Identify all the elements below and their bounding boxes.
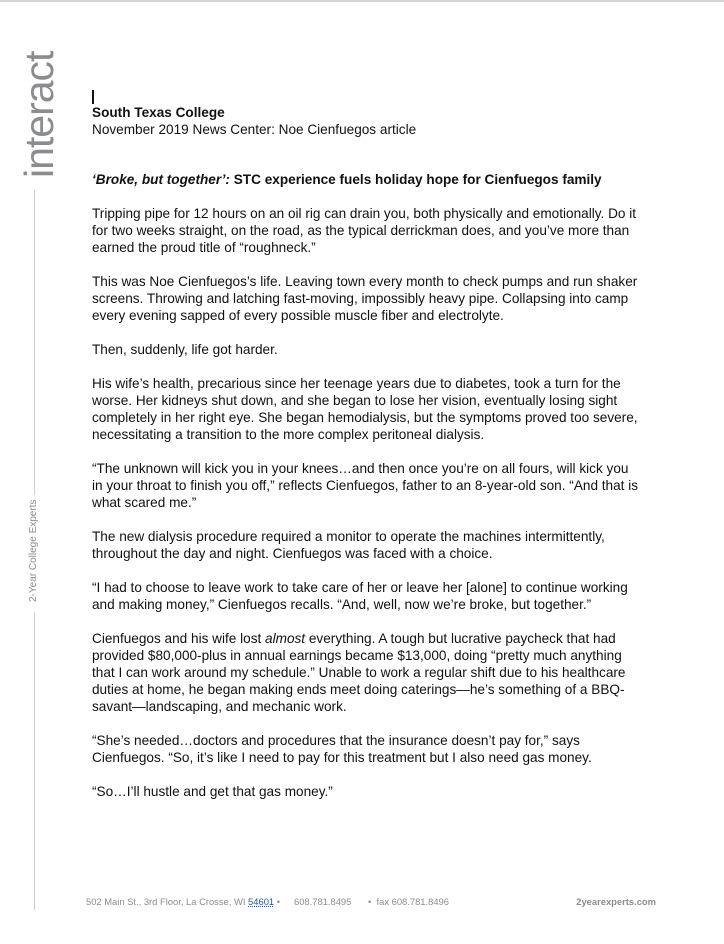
document-body[interactable]: [92, 104, 640, 800]
paragraph-10: “So…I’ll hustle and get that gas money.”: [92, 784, 333, 799]
footer-bullet: •: [368, 896, 372, 907]
paragraph-2: This was Noe Cienfuegos’s life. Leaving town every month to check pumps and run shaker screens. Throwing and latching fast-moving, impossibly heavy pipe. Collapsing into camp every evening sapped of every possible muscle fiber and electrolyte.: [92, 274, 638, 323]
footer-address: [86, 896, 280, 907]
paragraph-9: “She’s needed…doctors and procedures that the insurance doesn’t pay for,” says Cienfuegos. “So, it’s like I need to pay for this treatment but I also need gas money.: [92, 733, 592, 765]
org-name: South Texas College: [92, 105, 225, 120]
headline-italic: ‘Broke, but together’:: [92, 172, 230, 187]
footer-phone: 608.781.8495: [294, 896, 352, 907]
footer-zip[interactable]: 54601: [248, 896, 275, 907]
paragraph-7: “I had to choose to leave work to take care of her or leave her [alone] to continue working and making money,” Cienfuegos recalls. “And, well, now we’re broke, but together.”: [92, 580, 628, 612]
tagline-container: [27, 500, 43, 604]
paragraph-3: Then, suddenly, life got harder.: [92, 342, 278, 357]
footer-street: 502 Main St., 3rd Floor, La Crosse, WI: [86, 896, 249, 907]
p8-before: Cienfuegos and his wife lost: [92, 631, 266, 646]
brand-logo: [16, 28, 62, 178]
footer-fax-wrap: [368, 896, 449, 907]
side-rule-top: [34, 190, 35, 495]
brand-wordmark: interact: [16, 51, 62, 178]
top-border: [0, 0, 724, 2]
paragraph-5: “The unknown will kick you in your knees…and then once you’re on all fours, will kick you in your throat to finish you off,” reflects Cienfuegos, father to an 8-year-old son. “And that is what scared me.”: [92, 461, 639, 510]
doc-subtitle: November 2019 News Center: Noe Cienfuegos article: [92, 122, 417, 137]
paragraph-6: The new dialysis procedure required a monitor to operate the machines intermittently, throughout the day and night. Cienfuegos was faced with a choice.: [92, 529, 605, 561]
paragraph-4: His wife’s health, precarious since her teenage years due to diabetes, took a turn for the worse. Her kidneys shut down, and she began to lose her vision, eventually losing sight completely in her right eye. She began hemodialysis, but the symptoms proved too severe, necessitating a transition to the more complex peritoneal dialysis.: [92, 376, 638, 442]
text-cursor[interactable]: [92, 90, 94, 104]
article-headline: [92, 171, 640, 188]
brand-tagline: 2-Year College Experts: [28, 499, 39, 602]
footer-fax: fax 608.781.8496: [376, 896, 449, 907]
paragraph-1: Tripping pipe for 12 hours on an oil rig can drain you, both physically and emotionally. Do it for two weeks straight, on the road, as the typical derrickman does, and you’ve more than earned the proud title of “roughneck.”: [92, 206, 637, 255]
p8-italic: almost: [265, 631, 306, 646]
footer-sep: •: [274, 896, 281, 907]
paragraph-8: [92, 630, 640, 715]
p8-after: everything. A tough but lucrative paycheck that had provided $80,000-plus in annual earnings became $13,000, doing “pretty much anything that I can work around my schedule.” Unable to work a regular shift due to his healthcare duties at home, he began making ends meet doing caterings—he’s something of a BBQ-savant—landscaping, and mechanic work.: [92, 631, 626, 714]
headline-rest: STC experience fuels holiday hope for Cienfuegos family: [229, 172, 602, 187]
page-footer: [86, 896, 658, 910]
side-rule-bottom: [34, 612, 35, 910]
footer-website[interactable]: 2yearexperts.com: [576, 896, 656, 907]
